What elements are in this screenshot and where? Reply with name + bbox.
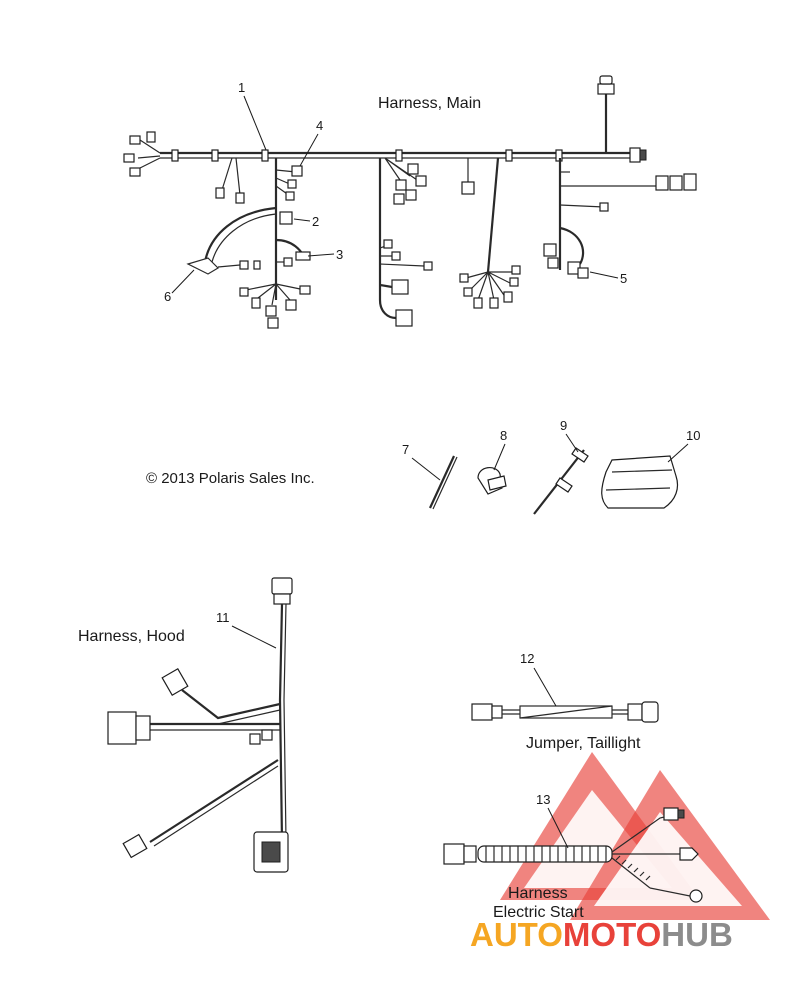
- label-harness-hood: Harness, Hood: [78, 628, 185, 645]
- callout-5: 5: [620, 271, 628, 286]
- callout-6: 6: [164, 289, 172, 304]
- watermark-text-hub: HUB: [661, 916, 733, 953]
- callout-13: 13: [536, 792, 551, 807]
- watermark-text: [470, 916, 733, 953]
- callout-12: 12: [520, 651, 535, 666]
- callout-8: 8: [500, 428, 508, 443]
- callout-4: 4: [316, 118, 324, 133]
- copyright-notice: © 2013 Polaris Sales Inc.: [146, 470, 315, 487]
- label-harness-electric-start-line2: Electric Start: [493, 904, 584, 921]
- callout-9: 9: [560, 418, 568, 433]
- label-harness-electric-start-line1: Harness: [508, 885, 568, 902]
- label-harness-main: Harness, Main: [378, 95, 482, 112]
- callout-11: 11: [216, 610, 230, 625]
- callout-7: 7: [402, 442, 410, 457]
- main-harness-callouts: [164, 80, 627, 304]
- callout-1: 1: [238, 80, 246, 95]
- hood-harness-drawing: [78, 578, 292, 872]
- main-harness-drawing: [124, 76, 696, 328]
- callout-3: 3: [336, 247, 344, 262]
- watermark-text-moto: MOTO: [562, 916, 662, 953]
- watermark-text-auto: AUTO: [470, 916, 563, 953]
- label-jumper-taillight: Jumper, Taillight: [526, 735, 641, 752]
- callout-2: 2: [312, 214, 320, 229]
- small-parts: [402, 418, 700, 514]
- callout-10: 10: [686, 428, 701, 443]
- jumper-taillight-drawing: [472, 651, 658, 752]
